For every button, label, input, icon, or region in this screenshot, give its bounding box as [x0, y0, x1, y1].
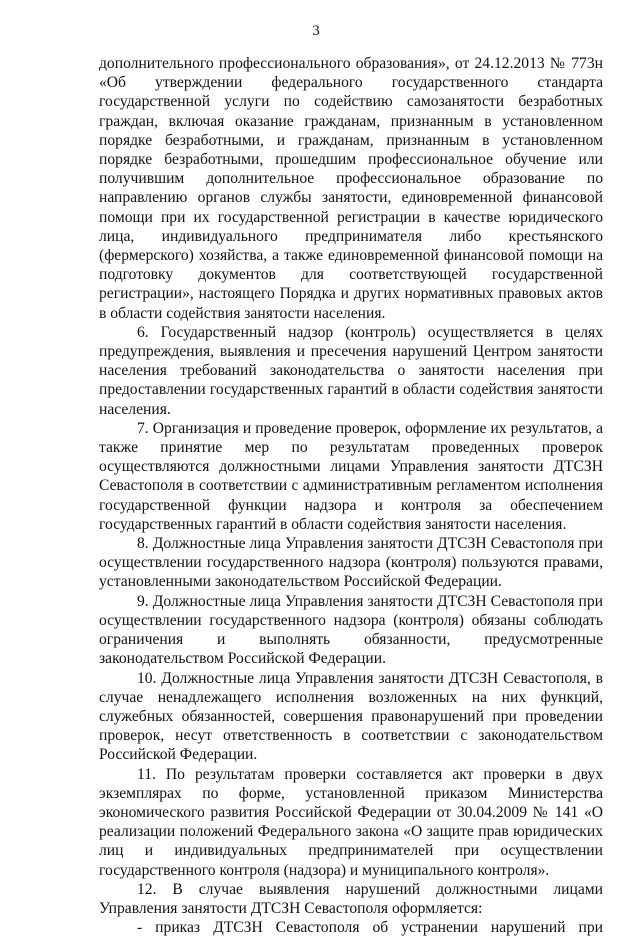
paragraph-continuation: дополнительного профессионального образования», от 24.12.2013 № 773н «Об утверждении федерального государственного стандарта государственной услуги по содействию самозанятости безработных граждан, включая оказание гражданам, признанным в установленном порядке безработными, и гражданам, признанным в установленном порядке безработными, прошедшим профессиональное обучение или получившим дополнительное профессиональное образование по направлению органов службы занятости, единовременной финансовой помощи при их государственной регистрации в качестве юридического лица, индивидуального предпринимателя либо крестьянского (фермерского) хозяйства, а также единовременной финансовой помощи на подготовку документов для соответствующей государственной регистрации», настоящего Порядка и других нормативных правовых актов в области содействия занятости населения.	[99, 55, 603, 322]
page-number: 3	[312, 23, 320, 39]
paragraph-10: 10. Должностные лица Управления занятости ДТСЗН Севастополя, в случае ненадлежащего исполнения возложенных на них функций, служебных обязанностей, совершения правонарушений при проведении проверок, несут ответственность в соответствии с законодательством Российской Федерации.	[99, 669, 603, 764]
paragraph-11: 11. По результатам проверки составляется акт проверки в двух экземплярах по форме, установленной приказом Министерства экономического развития Российской Федерации от 30.04.2009 № 141 «О реализации положений Федерального закона «О защите прав юридических лиц и индивидуальных предпринимателей при осуществлении государственного контроля (надзора) и муниципального контроля».	[99, 765, 603, 879]
document-body	[99, 54, 603, 937]
list-item-order: - приказ ДТСЗН Севастополя об устранении нарушений при	[137, 919, 603, 937]
paragraph-9: 9. Должностные лица Управления занятости ДТСЗН Севастополя при осуществлении государственного надзора (контроля) обязаны соблюдать ограничения и выполнять обязанности, предусмотренные законодательством Российской Федерации.	[99, 592, 603, 668]
paragraph-7: 7. Организация и проведение проверок, оформление их результатов, а также принятие мер по результатам проведенных проверок осуществляются должностными лицами Управления занятости ДТСЗН Севастополя в соответствии с административным регламентом исполнения государственной функции надзора и контроля за обеспечением государственных гарантий в области содействия занятости населения.	[99, 419, 603, 533]
paragraph-8: 8. Должностные лица Управления занятости ДТСЗН Севастополя при осуществлении государственного надзора (контроля) пользуются правами, установленными законодательством Российской Федерации.	[99, 535, 603, 591]
paragraph-6: 6. Государственный надзор (контроль) осуществляется в целях предупреждения, выявления и пресечения нарушений Центром занятости населения требований законодательства о занятости населения при предоставлении государственных гарантий в области содействия занятости населения.	[99, 323, 603, 418]
paragraph-12: 12. В случае выявления нарушений должностными лицами Управления занятости ДТСЗН Севастополя оформляется:	[99, 880, 603, 917]
